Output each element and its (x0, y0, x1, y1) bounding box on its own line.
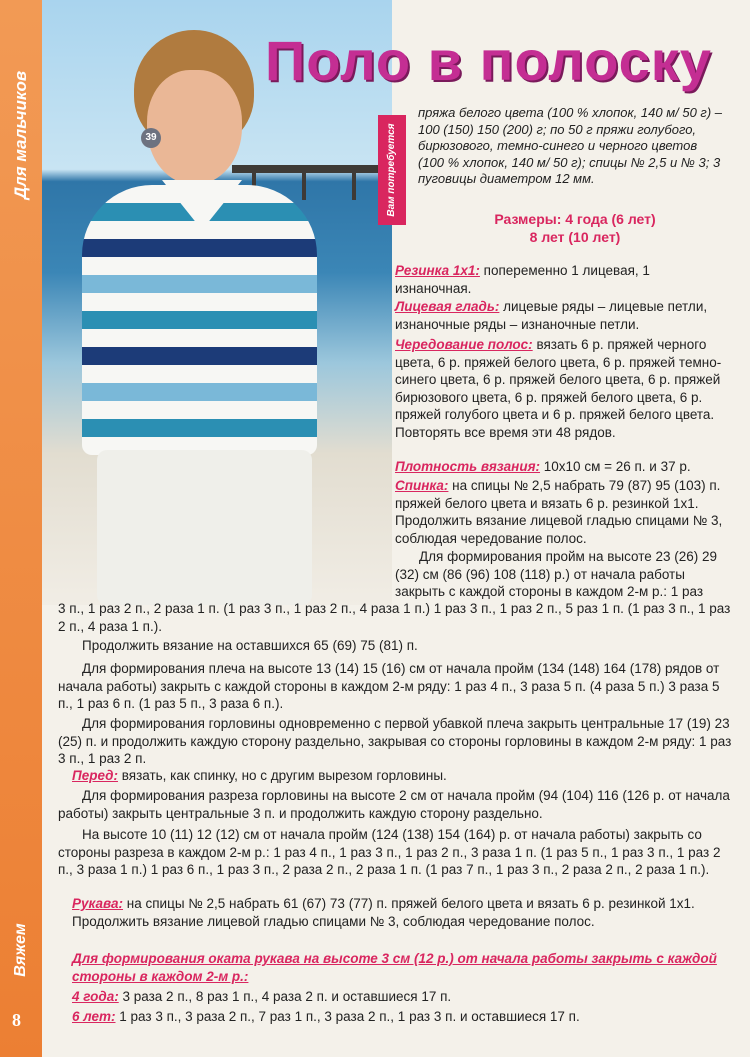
section-label: Рукава: (72, 896, 124, 911)
sizes-block (440, 210, 710, 246)
sidebar-strip (0, 0, 42, 1057)
sizes-line: 8 лет (10 лет) (529, 229, 621, 245)
requirements-text: пряжа белого цвета (100 % хлопок, 140 м/ 50 г) – 100 (150) 150 (200) г; по 50 г пряжи голубого, бирюзового, темно-синего и черного цветов (100 % хлопок, 140 м/ 50 г); спицы № 2,5 и № 3; 3 пуговицы диаметром 12 мм. (418, 105, 722, 186)
section-text: 1 раз 3 п., 3 раза 2 п., 7 раз 1 п., 3 раза 2 п., 1 раз 3 п. и оставшиеся 17 п. (115, 1009, 580, 1024)
neck-paragraph: Для формирования горловины одновременно с первой убавкой плеча закрыть центральные 17 (19) 23 (25) п. и продолжить каждую сторону раздельно, закрывая со стороны горловины в каждом 2-м ряду: 1 раз 3 п., 1 раз 2 п. (58, 716, 732, 766)
back-paragraph (395, 477, 730, 547)
photo-number-badge: 39 (141, 128, 161, 148)
section-text: попеременно 1 лицевая, 1 изнаночная. (395, 263, 650, 296)
section-text: на спицы № 2,5 набрать 79 (87) 95 (103) п. пряжей белого цвета и вязать 6 р. резинкой 1х1. Продолжить вязание лицевой гладью спицами № 3, соблюдая чередование полос. (395, 478, 723, 546)
section-label: Резинка 1х1: (395, 263, 480, 278)
category-label: Для мальчиков (11, 70, 30, 200)
pier-leg (352, 170, 356, 200)
placket-neck-paragraph: На высоте 10 (11) 12 (12) см от начала пройм (124 (138) 154 (164) р. от начала работы) закрыть со стороны разреза в каждом 2-м р.: 1 раз 4 п., 1 раз 3 п., 1 раз 2 п., 3 раза 1 п. (1 раз 5 п., 1 раз 3 п., 1 раз 2 п., 3 раза 1 п.) 1 раз 6 п., 1 раз 3 п., 2 раза 2 п., 2 раза 1 п. (1 раз 7 п., 1 раз 3 п., 2 раза 2 п., 2 раза 1 п.). (58, 827, 721, 877)
front-paragraph (72, 767, 732, 785)
boy-face (147, 70, 242, 185)
continue-paragraph: Продолжить вязание на оставшихся 65 (69) 75 (81) п. (82, 638, 418, 653)
page-number: 8 (12, 1010, 21, 1030)
section-text: 10х10 см = 26 п. и 37 р. (540, 459, 691, 474)
section-text: 3 раза 2 п., 8 раз 1 п., 4 раза 2 п. и оставшиеся 17 п. (118, 989, 452, 1004)
pier-leg (302, 170, 306, 200)
size6-paragraph (72, 1008, 732, 1026)
requirements-label: Вам потребуется (386, 123, 397, 217)
section-label: Перед: (72, 768, 118, 783)
armhole-paragraph-a: Для формирования пройм на высоте 23 (26) 29 (32) см (86 (96) 108 (118) р.) от начала работы закрыть с каждой стороны в каждом 2-м р.: 1 раз (395, 549, 718, 599)
section-label: Лицевая гладь: (395, 299, 500, 314)
section-label: 4 года: (72, 989, 119, 1004)
placket-paragraph: Для формирования разреза горловины на высоте 2 см от начала пройм (94 (104) 116 (126 р. от начала работы) закрыть центральные 3 п. и продолжить каждую сторону раздельно. (58, 788, 730, 821)
section-text: на спицы № 2,5 набрать 61 (67) 73 (77) п. пряжей белого цвета и вязать 6 р. резинкой 1х1. Продолжить вязание лицевой гладью спицами № 3, соблюдая чередование полос. (72, 896, 695, 929)
sizes-line: Размеры: 4 года (6 лет) (494, 211, 656, 227)
stockinette-paragraph (395, 298, 730, 333)
shoulder-paragraph: Для формирования плеча на высоте 13 (14) 15 (16) см от начала пройм (134 (148) 164 (178) рядов от начала работы) закрыть с каждой стороны в каждом 2-м ряду: 1 раз 4 п., 3 раза 5 п. (4 раза 5 п.) 3 раза 5 п., 1 раз 6 п. (1 раз 5 п., 3 раза 6 п.). (58, 661, 720, 711)
magazine-label: Вяжем (12, 923, 29, 977)
sleeves-paragraph (72, 895, 732, 930)
section-text: вязать 6 р. пряжей черного цвета, 6 р. пряжей белого цвета, 6 р. пряжей темно-синего цвета, 6 р. пряжей белого цвета, 6 р. пряжей бирюзового цвета, 6 р. пряжей белого цвета, 6 р. пряжей голубого цвета и 6 р. пряжей белого цвета. Повторять все время эти 48 рядов. (395, 337, 722, 440)
section-label: Чередование полос: (395, 337, 533, 352)
section-text: лицевые ряды – лицевые петли, изнаночные ряды – изнаночные петли. (395, 299, 708, 332)
section-label: Плотность вязания: (395, 459, 541, 474)
white-pants (97, 450, 312, 605)
armhole-paragraph-b: 3 п., 1 раз 2 п., 2 раза 1 п. (1 раз 3 п., 1 раз 2 п., 4 раза 1 п.) 1 раз 3 п., 1 раз 2 п., 5 раз 1 п. (1 раз 3 п., 1 раз 2 п., 4 раза 1 п.). (58, 601, 731, 634)
sleeve-cap-paragraph (72, 950, 732, 985)
section-text: вязать, как спинку, но с другим вырезом горловины. (117, 768, 447, 783)
section-label: Спинка: (395, 478, 449, 493)
page-title: Поло в полоску (265, 29, 712, 92)
stripes-paragraph (395, 336, 730, 441)
size4-paragraph (72, 988, 732, 1006)
section-label: 6 лет: (72, 1009, 116, 1024)
gauge-paragraph (395, 458, 730, 476)
section-label: Для формирования оката рукава на высоте 3 см (12 р.) от начала работы закрыть с каждой стороны в каждом 2-м р.: (72, 951, 717, 984)
rib-paragraph (395, 262, 730, 297)
requirements-tag (378, 115, 406, 225)
